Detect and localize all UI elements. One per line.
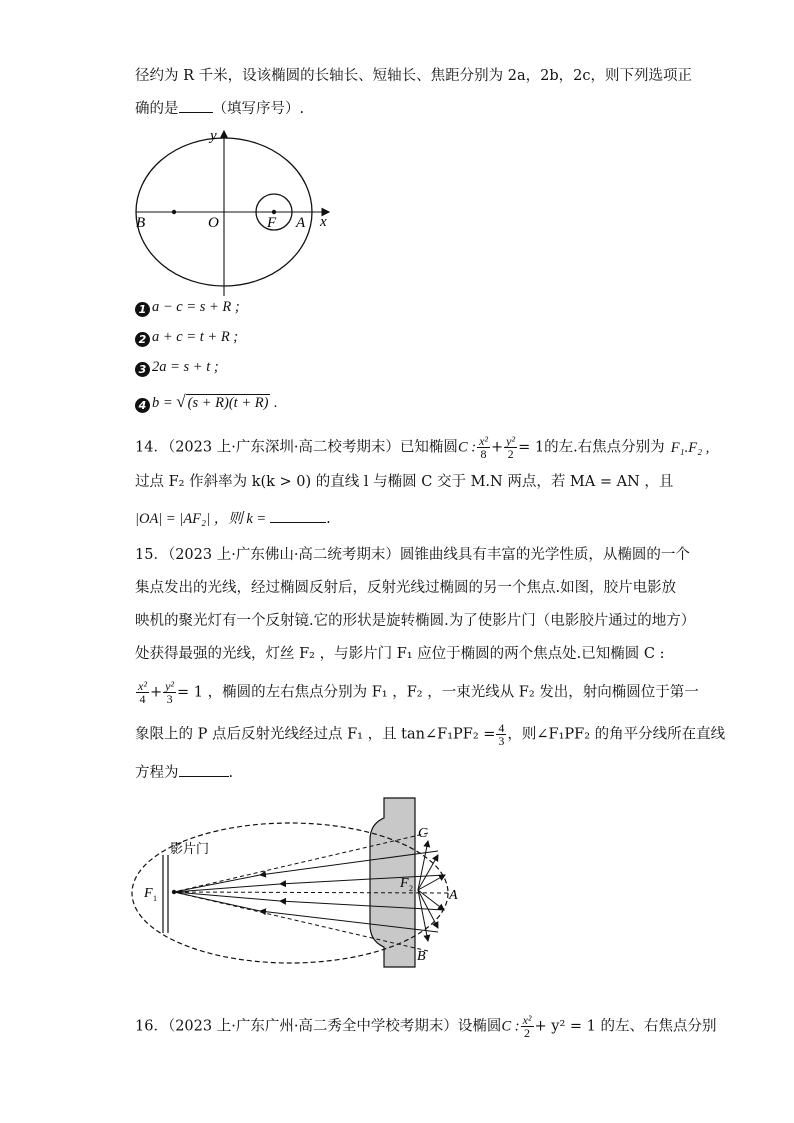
q13-line1: 径约为 R 千米，设该椭圆的长轴长、短轴长、焦距分别为 2a，2b，2c，则下列选项正 — [135, 68, 692, 84]
fraction-x2-8: $\frac{\text{x²}}{8}$ — [479, 434, 488, 461]
fraction-x2-2: $\frac{\text{x²}}{2}$ — [522, 1013, 532, 1040]
q14-expr: |OA| = |AF₂| ，则 k = — [135, 511, 267, 527]
point-F1 — [172, 890, 176, 894]
projector-figure — [130, 795, 470, 970]
option-3 — [135, 357, 219, 377]
label-F1-sub: 1 — [153, 894, 157, 903]
option-4 — [135, 392, 278, 413]
radicand: (s + R)(t + R) — [187, 395, 269, 411]
option-text: 2a = s + t ; — [152, 359, 219, 375]
label-O: O — [208, 215, 219, 231]
label-F2: F — [400, 876, 409, 891]
q15-line6 — [135, 722, 725, 747]
q15-line1: 15．（2023 上·广东佛山·高二统考期末）圆锥曲线具有丰富的光学性质，从椭圆的一个 — [135, 547, 690, 563]
q13-line2-end: （填写序号）. — [212, 101, 305, 117]
answer-blank-q14[interactable] — [270, 508, 326, 523]
q15-line2: 集点发出的光线，经过椭圆反射后，反射光线过椭圆的另一个焦点.如图，胶片电影放 — [135, 580, 677, 596]
q14-source: 14．（2023 上·广东深圳·高二校考期末）已知椭圆 — [135, 439, 458, 456]
label-film-gate: 影片门 — [170, 842, 210, 857]
eq-rhs: = 1 — [518, 439, 545, 456]
option-text: a − c = s + R ; — [152, 299, 240, 315]
option-number: 4 — [135, 398, 150, 413]
label-x: x — [320, 214, 327, 230]
q15-end: . — [228, 765, 234, 781]
point-F — [272, 210, 276, 214]
q13-line2-start: 确的是 — [135, 101, 179, 117]
point-left-focus — [172, 210, 176, 214]
fraction-4-3: $\frac{4}{3}$ — [498, 721, 505, 748]
option-number: 3 — [135, 362, 150, 377]
q14-line3 — [135, 508, 331, 529]
label-F2-sub: 2 — [409, 884, 413, 893]
option-number: 2 — [135, 332, 150, 347]
q15-line5-text: = 1 ，椭圆的左右焦点分别为 F₁ ，F₂ ，一束光线从 F₂ 发出，射向椭圆位于第一 — [177, 684, 699, 701]
q14-end: . — [326, 511, 331, 527]
q15-line7 — [135, 762, 233, 783]
answer-blank-q15[interactable] — [179, 762, 229, 777]
q13-line2 — [135, 98, 304, 119]
label-A: A — [449, 888, 458, 903]
q15-line5: $\frac{\text{x²}}{4}$ + $\frac{\text{y²}}{3}$ = 1 ，椭圆的左右焦点分别为 F₁ ，F₂ ，一束光线从 F₂ 发出，射向椭圆位于第一 — [138, 679, 699, 706]
rays-from-F2 — [418, 841, 445, 941]
q15-line4: 处获得最强的光线，灯丝 F₂ ，与影片门 F₁ 应位于椭圆的两个焦点处.已知椭圆 C : — [135, 646, 665, 662]
label-A: A — [296, 215, 306, 231]
fraction-y2-2: $\frac{\text{y²}}{2}$ — [506, 434, 516, 461]
ellipse-name: C : — [501, 1018, 520, 1035]
q15-line6-end: ，则∠F₁PF₂ 的角平分线所在直线 — [507, 726, 726, 743]
q14-line1-end: 的左.右焦点分别为 — [544, 439, 665, 456]
foci-label: F₁.F₂ , — [670, 439, 710, 456]
q14-line2: 过点 F₂ 作斜率为 k(k > 0) 的直线 l 与椭圆 C 交于 M.N 两点，若 MA = AN ，且 — [135, 474, 674, 490]
answer-blank-q13[interactable] — [179, 98, 213, 113]
option-1 — [135, 297, 240, 317]
option-text-post: . — [270, 395, 278, 411]
q16-line1-end: + y² = 1 的左、右焦点分别 — [534, 1018, 717, 1035]
sqrt-symbol: √ — [176, 392, 186, 411]
fraction-x2-4: $\frac{\text{x²}}{4}$ — [138, 679, 147, 706]
q13-ellipse-figure — [130, 128, 340, 300]
label-F: F — [267, 215, 277, 231]
option-text: a + c = t + R ; — [152, 329, 239, 345]
q15-line3: 映机的聚光灯有一个反射镜.它的形状是旋转椭圆.为了使影片门（电影胶片通过的地方） — [135, 613, 696, 629]
label-B: B — [417, 949, 426, 964]
fraction-y2-3: $\frac{\text{y²}}{3}$ — [165, 679, 175, 706]
label-y: y — [210, 128, 217, 144]
option-number: 1 — [135, 302, 150, 317]
label-B: B — [136, 215, 146, 231]
ellipse-name: C : — [457, 439, 477, 456]
label-C: C — [418, 826, 428, 841]
q16-line1 — [135, 1014, 716, 1039]
option-text-pre: b = — [152, 395, 177, 411]
q15-line7-text: 方程为 — [135, 765, 179, 781]
option-2 — [135, 327, 238, 347]
q14-line1: 14．（2023 上·广东深圳·高二校考期末）已知椭圆C : $\frac{\text{x²}}{8}$ + $\frac{\text{y²}}{2}$ = 1的左.右焦点分别为 F₁.F₂ , — [135, 434, 710, 461]
label-F1: F — [144, 886, 153, 901]
q16-source: 16．（2023 上·广东广州·高二秀全中学校考期末）设椭圆 — [135, 1018, 502, 1035]
q15-line6-start: 象限上的 P 点后反射光线经过点 F₁ ，且 tan∠F₁PF₂ = — [135, 726, 496, 743]
